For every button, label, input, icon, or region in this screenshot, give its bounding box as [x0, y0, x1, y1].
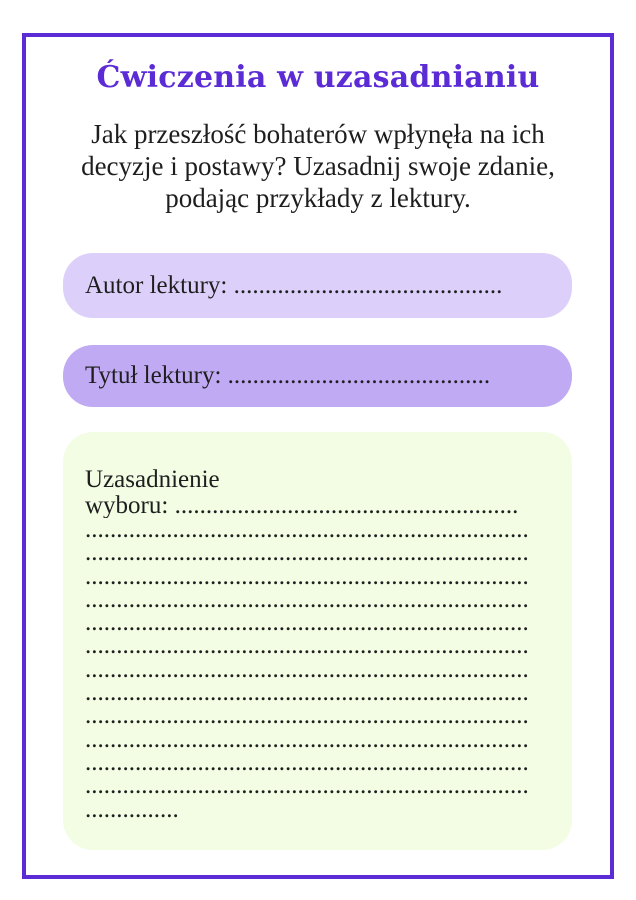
- author-field-label: Autor lektury: ...........................................: [85, 271, 503, 299]
- instruction-line: decyzje i postawy? Uzasadnij swoje zdanie,: [81, 151, 555, 181]
- justification-first-line: wyboru: .......................................................: [85, 494, 519, 518]
- worksheet-title: Ćwiczenia w uzasadnianiu: [96, 60, 540, 95]
- justification-line: .......................................................................: [85, 704, 529, 728]
- justification-line: .......................................................................: [85, 657, 529, 682]
- instruction-line: podając przykłady z lektury.: [165, 183, 471, 213]
- justification-line: .......................................................................: [85, 681, 529, 705]
- justification-line: .......................................................................: [85, 774, 529, 798]
- instruction-line: Jak przeszłość bohaterów wpłynęła na ich: [91, 119, 545, 149]
- justification-field[interactable]: [63, 432, 572, 850]
- justification-line: .......................................................................: [85, 564, 529, 588]
- justification-line: .......................................................................: [85, 587, 529, 612]
- justification-line: .......................................................................: [85, 611, 529, 635]
- justification-line: .......................................................................: [85, 541, 529, 565]
- book-title-field[interactable]: [63, 345, 572, 407]
- author-field[interactable]: [63, 253, 572, 318]
- justification-line: ...............: [85, 797, 179, 821]
- instruction-text: [50, 118, 586, 214]
- book-title-field-label: Tytuł lektury: ..........................................: [85, 362, 491, 389]
- justification-line: .......................................................................: [85, 634, 529, 658]
- justification-line: .......................................................................: [85, 518, 529, 542]
- justification-line: .......................................................................: [85, 750, 529, 775]
- justification-label: Uzasadnienie: [85, 466, 220, 493]
- justification-line: .......................................................................: [85, 727, 529, 751]
